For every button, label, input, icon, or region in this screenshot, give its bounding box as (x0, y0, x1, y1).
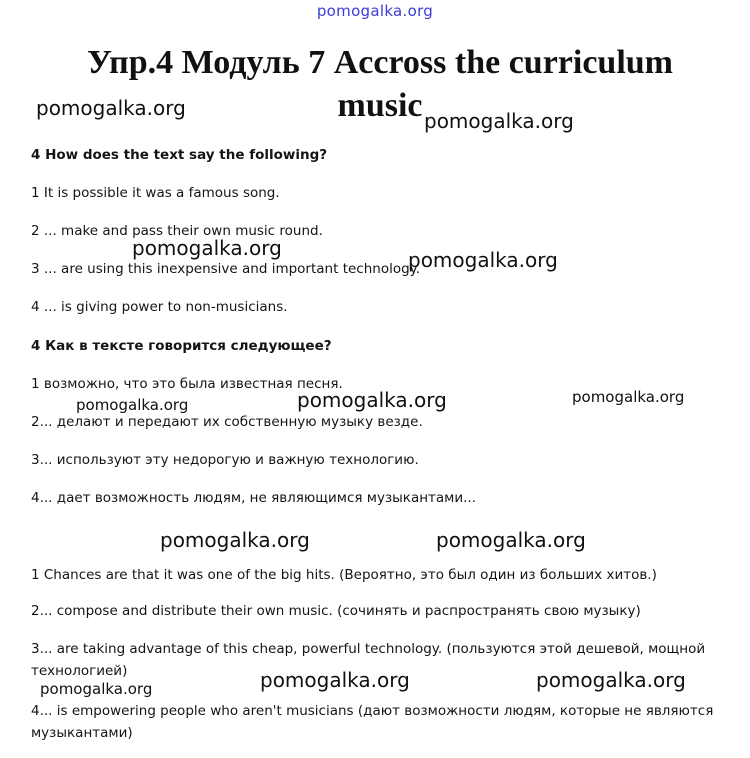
watermark: pomogalka.org (572, 388, 685, 406)
watermark: pomogalka.org (76, 396, 189, 414)
russian-heading: 4 Как в тексте говорится следующее? (31, 338, 332, 354)
watermark: pomogalka.org (436, 528, 586, 552)
russian-item-3: 3... используют эту недорогую и важную технологию. (31, 452, 419, 468)
watermark: pomogalka.org (260, 668, 410, 692)
english-item-4: 4 ... is giving power to non-musicians. (31, 299, 288, 315)
answer-1: 1 Chances are that it was one of the big hits. (Вероятно, это был один из больших хитов.) (31, 567, 657, 583)
watermark: pomogalka.org (132, 236, 282, 260)
answer-4: 4... is empowering people who aren't musicians (дают возможности людям, которые не являются музыкантами) (31, 703, 714, 741)
watermark: pomogalka.org (297, 388, 447, 412)
page-title: Упр.4 Модуль 7 Accross the curriculum (86, 44, 674, 81)
english-item-2: 2 ... make and pass their own music round. (31, 223, 323, 239)
header-watermark: pomogalka.org (316, 2, 434, 20)
watermark: pomogalka.org (408, 248, 558, 272)
answer-2: 2... compose and distribute their own music. (сочинять и распространять свою музыку) (31, 603, 641, 619)
english-heading: 4 How does the text say the following? (31, 147, 328, 163)
russian-item-2: 2... делают и передают их собственную музыку везде. (31, 414, 423, 430)
watermark: pomogalka.org (536, 668, 686, 692)
english-item-3: 3 ... are using this inexpensive and important technology. (31, 261, 421, 277)
answer-3: 3... are taking advantage of this cheap, powerful technology. (пользуются этой дешевой, мощной технологией) (31, 641, 706, 679)
russian-item-4: 4... дает возможность людям, не являющимся музыкантами... (31, 490, 477, 506)
russian-item-1: 1 возможно, что это была известная песня. (31, 376, 343, 392)
english-item-1: 1 It is possible it was a famous song. (31, 185, 280, 201)
watermark: pomogalka.org (36, 96, 186, 120)
watermark: pomogalka.org (40, 680, 153, 698)
watermark: pomogalka.org (160, 528, 310, 552)
watermark: pomogalka.org (424, 109, 574, 133)
page-title-subject: music (337, 87, 423, 124)
